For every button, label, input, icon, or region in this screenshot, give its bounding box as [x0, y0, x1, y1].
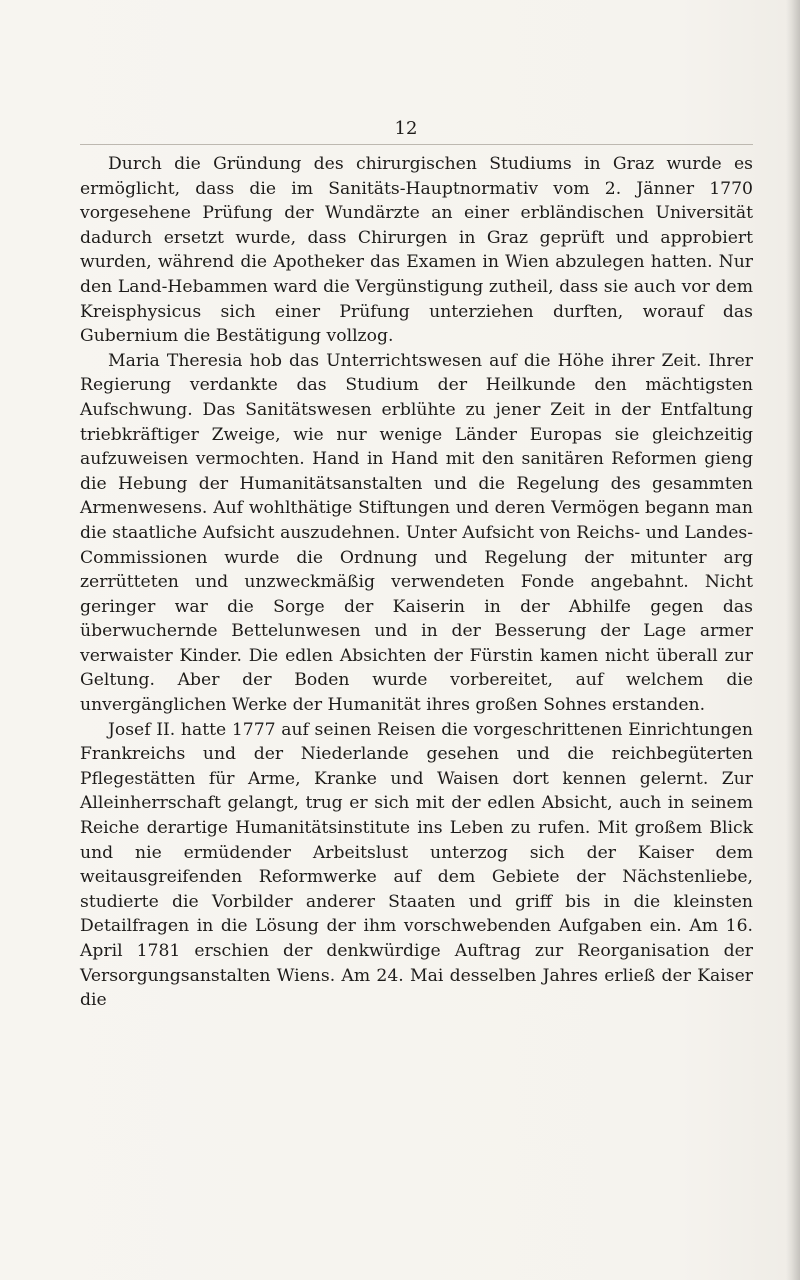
paragraph-2: Maria Theresia hob das Unterrichtswesen auf die Höhe ihrer Zeit. Ihrer Regierung verdankte das Studium der Heilkunde den mächtigsten Aufschwung. Das Sanitätswesen erblühte zu jener Zeit in der Entfaltung triebkräftiger Zweige, wie nur wenige Länder Europas sie gleichzeitig aufzuweisen vermochten. Hand in Hand mit den sanitären Reformen gieng die Hebung der Humanitätsanstalten und die Regelung des gesammten Armenwesens. Auf wohlthätige Stiftungen und deren Vermögen begann man die staatliche Aufsicht auszudehnen. Unter Aufsicht von Reichs- und Landes-Commissionen wurde die Ordnung und Regelung der mitunter arg zerrütteten und unzweckmäßig verwendeten Fonde angebahnt. Nicht geringer war die Sorge der Kaiserin in der Abhilfe gegen das überwuchernde Bettelunwesen und in der Besserung der Lage armer verwaister Kinder. Die edlen Absichten der Fürstin kamen nicht überall zur Geltung. Aber der Boden wurde vorbereitet, auf welchem die unvergänglichen Werke der Humanität ihres großen Sohnes erstanden. — [80, 350, 753, 716]
paragraph-3: Josef II. hatte 1777 auf seinen Reisen die vorgeschrittenen Einrichtungen Frankreichs und der Niederlande gesehen und die reichbegüterten Pflegestätten für Arme, Kranke und Waisen dort kennen gelernt. Zur Alleinherrschaft gelangt, trug er sich mit der edlen Absicht, auch in seinem Reiche derartige Humanitätsinstitute ins Leben zu rufen. Mit großem Blick und nie ermüdender Arbeitslust unterzog sich der Kaiser dem weitausgreifenden Reformwerke auf dem Gebiete der Nächstenliebe, studierte die Vorbilder anderer Staaten und griff bis in die kleinsten Detailfragen in die Lösung der ihm vorschwebenden Aufgaben ein. Am 16. April 1781 erschien der denkwürdige Auftrag zur Reorganisation der Versorgungsanstalten Wiens. Am 24. Mai desselben Jahres erließ der Kaiser die — [80, 719, 753, 1011]
page-number: 12 — [394, 118, 418, 139]
page-edge-shadow — [786, 0, 800, 1280]
paragraph-1: Durch die Gründung des chirurgischen Studiums in Graz wurde es ermöglicht, dass die im Sanitäts-Hauptnormativ vom 2. Jänner 1770 vorgesehene Prüfung der Wundärzte an einer erbländischen Universität dadurch ersetzt wurde, dass Chirurgen in Graz geprüft und approbiert wurden, während die Apotheker das Examen in Wien abzulegen hatten. Nur den Land-Hebammen ward die Vergünstigung zutheil, dass sie auch vor dem Kreisphysicus sich einer Prüfung unterziehen durften, worauf das Gubernium die Bestätigung vollzog. — [80, 154, 753, 347]
body-text — [80, 152, 753, 1013]
header-rule — [80, 144, 753, 145]
